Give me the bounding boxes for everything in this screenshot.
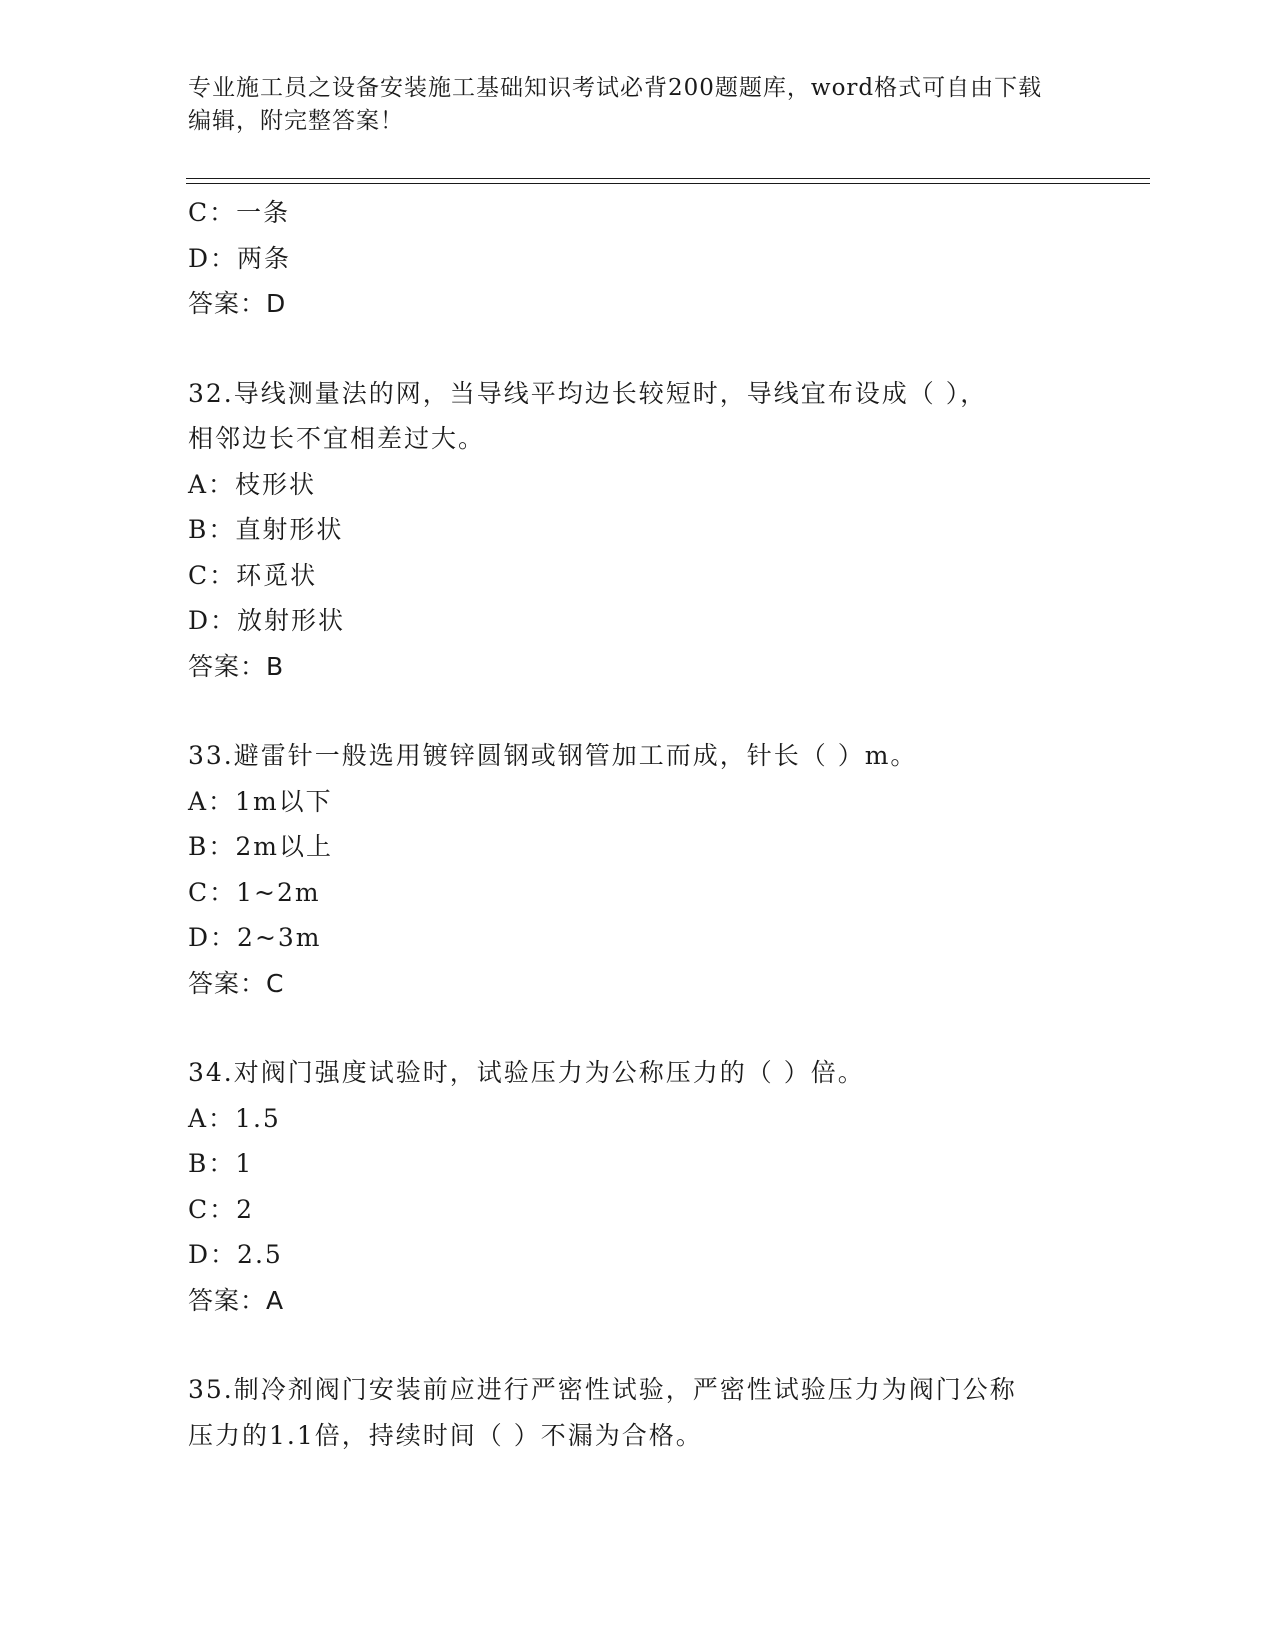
answer: 答案：D xyxy=(188,289,287,318)
question-31 xyxy=(188,190,1088,327)
question-text-cont: 压力的1.1倍，持续时间（ ）不漏为合格。 xyxy=(188,1420,703,1450)
question-32 xyxy=(188,371,1088,690)
option-a: A：1.5 xyxy=(188,1103,281,1133)
question-text: 33.避雷针一般选用镀锌圆钢或钢管加工而成，针长（ ）m。 xyxy=(188,741,918,770)
option-c: C：一条 xyxy=(188,198,291,227)
spacer xyxy=(188,1006,1088,1050)
option-c: C：2 xyxy=(188,1194,255,1224)
option-d: D：2~3m xyxy=(188,923,322,952)
option-d: D：放射形状 xyxy=(188,606,346,635)
option-c: C：1~2m xyxy=(188,877,321,907)
header-divider-top xyxy=(186,178,1150,179)
option-a: A：1m以下 xyxy=(188,786,333,816)
question-text: 35.制冷剂阀门安装前应进行严密性试验，严密性试验压力为阀门公称 xyxy=(188,1375,1017,1404)
header-line-1: 专业施工员之设备安装施工基础知识考试必背200题题库，word格式可自由下载 xyxy=(188,75,1043,101)
option-a: A：枝形状 xyxy=(188,469,317,499)
question-34 xyxy=(188,1050,1088,1323)
question-text: 32.导线测量法的网，当导线平均边长较短时，导线宜布设成（ ）， xyxy=(188,378,988,408)
question-33 xyxy=(188,733,1088,1006)
answer: 答案：A xyxy=(188,1285,285,1315)
option-b: B：直射形状 xyxy=(188,515,344,544)
answer: 答案：B xyxy=(188,651,285,681)
question-list xyxy=(188,190,1088,1458)
option-b: B：2m以上 xyxy=(188,832,333,861)
option-c: C：环觅状 xyxy=(188,560,318,590)
header-divider-bottom xyxy=(186,183,1150,184)
spacer xyxy=(188,689,1088,733)
header-line-2: 编辑，附完整答案！ xyxy=(188,108,404,134)
option-d: D：2.5 xyxy=(188,1240,283,1269)
spacer xyxy=(188,1323,1088,1367)
answer: 答案：C xyxy=(188,968,285,998)
question-35 xyxy=(188,1367,1088,1458)
spacer xyxy=(188,327,1088,371)
question-text-cont: 相邻边长不宜相差过大。 xyxy=(188,424,486,453)
option-b: B：1 xyxy=(188,1149,254,1178)
option-d: D：两条 xyxy=(188,243,292,273)
question-text: 34.对阀门强度试验时，试验压力为公称压力的（ ）倍。 xyxy=(188,1058,865,1087)
document-header xyxy=(188,72,1068,138)
